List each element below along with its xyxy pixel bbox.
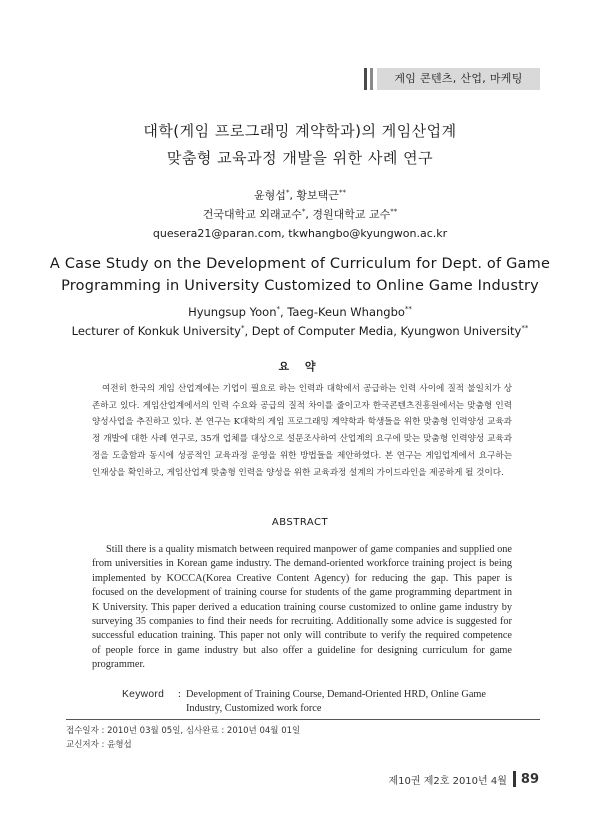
english-author-names <box>0 303 600 322</box>
korean-title <box>0 118 600 172</box>
english-title-line1: A Case Study on the Development of Curriculum for Dept. of Game <box>49 256 551 272</box>
received-dates: 접수일자 : 2010년 03월 05일, 심사완료 : 2010년 04월 01일 <box>66 726 301 736</box>
section-tag <box>364 68 540 90</box>
abstract-heading: ABSTRACT <box>271 517 329 528</box>
footer-separator <box>513 771 516 787</box>
tag-bar-light <box>370 68 373 90</box>
english-author-1: Hyungsup Yoon <box>188 305 277 319</box>
keyword-colon: : <box>178 689 181 700</box>
english-author-2: , Taeg-Keun Whangbo <box>280 305 405 319</box>
english-title-line2: Programming in University Customized to Online Game Industry <box>61 278 539 294</box>
author-mark-1: * <box>285 188 290 197</box>
affiliation-mark-2: ** <box>390 207 398 216</box>
english-affiliations <box>0 322 600 341</box>
issue-info: 제10권 제2호 2010년 4월 <box>388 775 507 787</box>
footnote-divider <box>66 719 540 720</box>
korean-author-1: 윤형섭 <box>254 189 286 202</box>
korean-author-names <box>0 186 600 205</box>
en-author-mark-1: * <box>276 305 280 314</box>
abstract-text: Still there is a quality mismatch between required manpower of game companies and supplied one from universities in Korean game industry. The demand-oriented workforce training project is being implemented by KOCCA(Korea Creative Content Agency) for reducing the gap. This paper is focused on the development of training course for students of the game programming department in K University. This paper derived a education training course customized to online game industry by surveying 35 companies to find their needs for recruiting. Additionally some advice is suggested for successful education training. This paper not only will contribute to verify the required competence of people force in game industry but also offer a guideline for designing curriculum for game programmer. <box>92 544 512 671</box>
en-affiliation-mark-1: * <box>240 324 245 333</box>
korean-abstract: 여전히 한국의 게임 산업계에는 기업이 필요로 하는 인력과 대학에서 공급하는 인력 사이에 질적 불일치가 상존하고 있다. 게임산업계에서의 인력 수요와 공급의 질적 차이를 줄이고자 한국콘텐츠진흥원에서는 맞춤형 인력양성사업을 추진하고 있다. 본 연구는 K대학의 게임 프로그래밍 계약학과 학생들을 위한 맞춤형 인력양성 교육과정 개발에 대한 사례 연구로, 35개 업체를 대상으로 설문조사하여 산업계의 요구에 맞는 맞춤형 인력양성 교육과정을 도출함과 동시에 성공적인 교육과정 운영을 위한 방법들을 제안하였다. 본 연구는 게임업계에서 요구하는 인재상을 확인하고, 게임산업계 맞춤형 인력을 양성을 위한 교육과정 설계의 가이드라인을 제공하게 될 것이다. <box>92 384 512 478</box>
korean-affiliation-2: , 경원대학교 교수 <box>305 208 391 221</box>
page-footer <box>389 771 540 787</box>
korean-title-line2: 맞춤형 교육과정 개발을 위한 사례 연구 <box>166 149 434 167</box>
english-affiliation-1: Lecturer of Konkuk University <box>71 324 241 338</box>
korean-abstract-heading: 요 약 <box>278 360 322 373</box>
english-title <box>0 253 600 297</box>
affiliation-mark-1: * <box>301 207 306 216</box>
keyword-label: Keyword <box>122 689 165 700</box>
english-affiliation-2: , Dept of Computer Media, Kyungwon University <box>244 324 522 338</box>
page-number: 89 <box>520 771 539 787</box>
tag-bar-dark <box>364 68 367 90</box>
author-mark-2: ** <box>338 188 346 197</box>
section-tag-label: 게임 콘텐츠, 산업, 마케팅 <box>377 68 540 90</box>
corresponding-author: 교신저자 : 윤형섭 <box>66 740 132 750</box>
keyword-list: Development of Training Course, Demand-Oriented HRD, Online Game Industry, Customized work force <box>186 689 486 715</box>
korean-affiliations <box>0 205 600 224</box>
korean-title-line1: 대학(게임 프로그래밍 계약학과)의 게임산업계 <box>143 122 457 140</box>
korean-authors <box>0 186 600 243</box>
en-author-mark-2: ** <box>404 305 412 314</box>
en-affiliation-mark-2: ** <box>521 324 529 333</box>
english-authors <box>0 303 600 341</box>
author-emails: quesera21@paran.com, tkwhangbo@kyungwon.ac.kr <box>152 227 448 240</box>
korean-affiliation-1: 건국대학교 외래교수 <box>202 208 302 221</box>
korean-author-2: , 황보택근 <box>289 189 339 202</box>
